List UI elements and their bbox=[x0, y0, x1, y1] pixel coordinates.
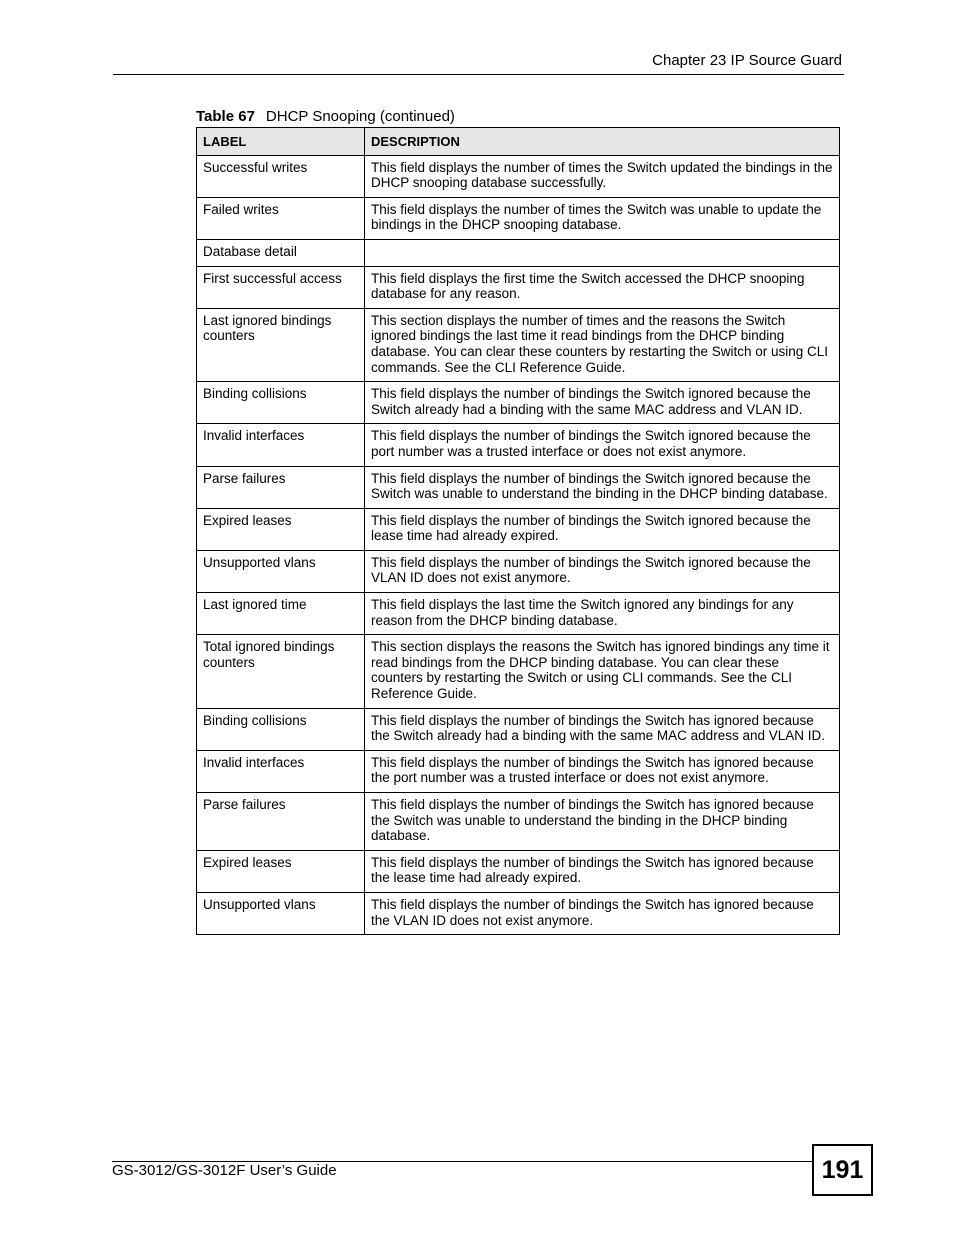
row-description: This field displays the first time the Switch accessed the DHCP snooping database for any reason. bbox=[365, 266, 840, 308]
row-label: Last ignored bindings counters bbox=[197, 308, 365, 381]
row-label: Expired leases bbox=[197, 508, 365, 550]
row-label: Failed writes bbox=[197, 197, 365, 239]
table-row bbox=[197, 239, 840, 266]
table-row bbox=[197, 593, 840, 635]
row-label: Database detail bbox=[197, 239, 365, 266]
row-description: This section displays the reasons the Switch has ignored bindings any time it read bindings from the DHCP binding database. You can clear these counters by restarting the Switch or using CLI commands. See the CLI Reference Guide. bbox=[365, 635, 840, 708]
table-row bbox=[197, 466, 840, 508]
table-row bbox=[197, 155, 840, 197]
page-number: 191 bbox=[812, 1144, 873, 1196]
row-label: Parse failures bbox=[197, 793, 365, 851]
column-header-label: LABEL bbox=[197, 128, 365, 156]
table-row bbox=[197, 424, 840, 466]
row-description: This field displays the number of bindings the Switch has ignored because the Switch already had a binding with the same MAC address and VLAN ID. bbox=[365, 708, 840, 750]
table-header-row bbox=[197, 128, 840, 156]
row-description: This section displays the number of times and the reasons the Switch ignored bindings the last time it read bindings from the DHCP binding database. You can clear these counters by restarting the Switch or using CLI commands. See the CLI Reference Guide. bbox=[365, 308, 840, 381]
row-label: Total ignored bindings counters bbox=[197, 635, 365, 708]
row-label: Binding collisions bbox=[197, 382, 365, 424]
table-caption-number: Table 67 bbox=[196, 108, 255, 125]
table-row bbox=[197, 508, 840, 550]
row-label: Binding collisions bbox=[197, 708, 365, 750]
table-row bbox=[197, 197, 840, 239]
table-row bbox=[197, 308, 840, 381]
table-row bbox=[197, 635, 840, 708]
table-row bbox=[197, 550, 840, 592]
row-description: This field displays the number of bindings the Switch ignored because the Switch was unable to understand the binding in the DHCP binding database. bbox=[365, 466, 840, 508]
row-description: This field displays the number of bindings the Switch has ignored because the port number was a trusted interface or does not exist anymore. bbox=[365, 750, 840, 792]
row-description: This field displays the number of times the Switch was unable to update the bindings in the DHCP snooping database. bbox=[365, 197, 840, 239]
row-description: This field displays the number of bindings the Switch has ignored because the VLAN ID does not exist anymore. bbox=[365, 892, 840, 934]
table-row bbox=[197, 793, 840, 851]
guide-title: GS-3012/GS-3012F User’s Guide bbox=[112, 1162, 337, 1179]
table-row bbox=[197, 266, 840, 308]
header-divider bbox=[113, 74, 844, 75]
row-label: Unsupported vlans bbox=[197, 892, 365, 934]
row-label: Expired leases bbox=[197, 850, 365, 892]
row-description: This field displays the number of bindings the Switch ignored because the lease time had already expired. bbox=[365, 508, 840, 550]
row-description: This field displays the number of bindings the Switch ignored because the port number was a trusted interface or does not exist anymore. bbox=[365, 424, 840, 466]
table-row bbox=[197, 750, 840, 792]
table-caption-title: DHCP Snooping (continued) bbox=[265, 108, 455, 125]
table-row bbox=[197, 892, 840, 934]
row-label: Successful writes bbox=[197, 155, 365, 197]
table-row bbox=[197, 850, 840, 892]
row-description: This field displays the number of bindings the Switch has ignored because the Switch was unable to understand the binding in the DHCP binding database. bbox=[365, 793, 840, 851]
chapter-header: Chapter 23 IP Source Guard bbox=[652, 52, 842, 69]
row-description: This field displays the number of times the Switch updated the bindings in the DHCP snooping database successfully. bbox=[365, 155, 840, 197]
column-header-description: DESCRIPTION bbox=[365, 128, 840, 156]
row-label: Invalid interfaces bbox=[197, 750, 365, 792]
row-label: Parse failures bbox=[197, 466, 365, 508]
row-label: First successful access bbox=[197, 266, 365, 308]
table-row bbox=[197, 382, 840, 424]
row-description: This field displays the number of bindings the Switch ignored because the Switch already had a binding with the same MAC address and VLAN ID. bbox=[365, 382, 840, 424]
row-label: Last ignored time bbox=[197, 593, 365, 635]
row-description: This field displays the number of bindings the Switch has ignored because the lease time had already expired. bbox=[365, 850, 840, 892]
row-label: Unsupported vlans bbox=[197, 550, 365, 592]
row-description bbox=[365, 239, 840, 266]
row-label: Invalid interfaces bbox=[197, 424, 365, 466]
table-caption bbox=[196, 108, 455, 126]
table-row bbox=[197, 708, 840, 750]
dhcp-snooping-table bbox=[196, 127, 840, 935]
row-description: This field displays the number of bindings the Switch ignored because the VLAN ID does not exist anymore. bbox=[365, 550, 840, 592]
row-description: This field displays the last time the Switch ignored any bindings for any reason from the DHCP binding database. bbox=[365, 593, 840, 635]
